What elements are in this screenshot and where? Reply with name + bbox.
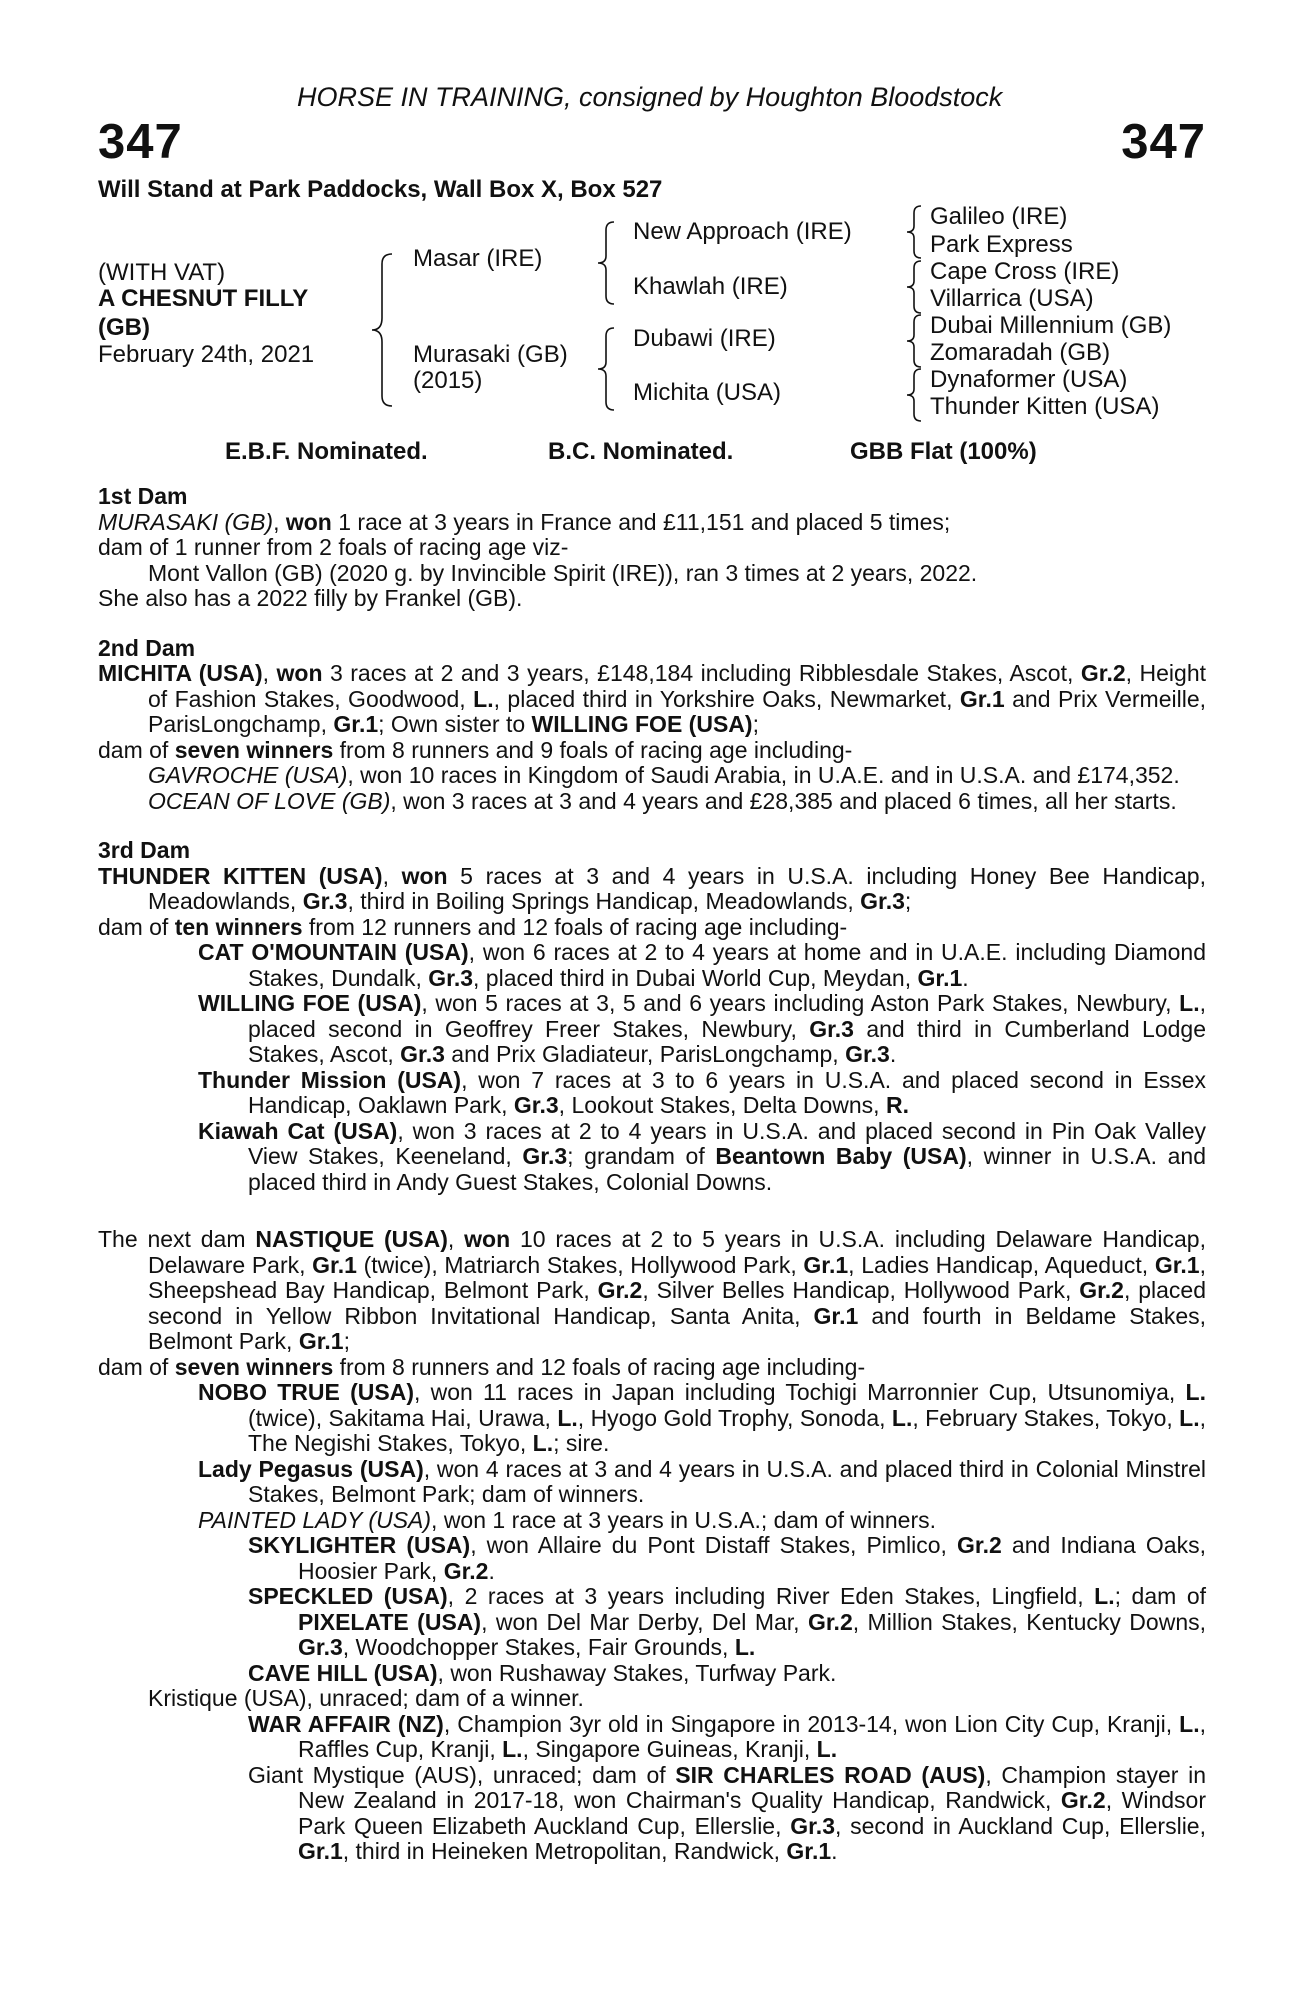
next-dam-foal-painted-lady: PAINTED LADY (USA), won 1 race at 3 years in U.S.A.; dam of winners. xyxy=(198,1506,936,1533)
brace-sire-dam xyxy=(370,250,400,410)
grandfoal-speckled: SPECKLED (USA), 2 races at 3 years including River Eden Stakes, Lingfield, L.; dam of PIXELATE (USA), won Del Mar Derby, Del Mar, Gr.2, Million Stakes, Kentucky Downs, Gr.3, Woodchopper Stakes, Fair Grounds, L. xyxy=(248,1583,1206,1660)
second-dam-foal-ocean-of-love: OCEAN OF LOVE (GB), won 3 races at 3 and 4 years and £28,385 and placed 6 times, all her starts. xyxy=(148,787,1177,814)
sire-dam-dam: Villarrica (USA) xyxy=(930,285,1094,312)
next-dam-record: The next dam NASTIQUE (USA), won 10 races at 2 to 5 years in U.S.A. including Delaware Handicap, Delaware Park, Gr.1 (twice), Matriarch Stakes, Hollywood Park, Gr.1, Ladies Handicap, Aqueduct, Gr.1, Sheepshead Bay Handicap, Belmont Park, Gr.2, Silver Belles Handicap, Hollywood Park, Gr.2, placed second in Yellow Ribbon Invitational Handicap, Santa Anita, Gr.1 and fourth in Beldame Stakes, Belmont Park, Gr.1; xyxy=(98,1226,1206,1354)
next-dam-name: NASTIQUE (USA) xyxy=(255,1226,448,1252)
third-dam-heading: 3rd Dam xyxy=(98,837,191,863)
first-dam-foal: Mont Vallon (GB) (2020 g. by Invincible Spirit (IRE)), ran 3 times at 2 years, 2022. xyxy=(148,559,978,586)
grandfoal-cave-hill: CAVE HILL (USA), won Rushaway Stakes, Turfway Park. xyxy=(248,1659,837,1686)
dam-dam-dam: Thunder Kitten (USA) xyxy=(930,393,1160,420)
next-dam-foal-lady-pegasus: Lady Pegasus (USA), won 4 races at 3 and 4 years in U.S.A. and placed third in Colonial Minstrel Stakes, Belmont Park; dam of winners. xyxy=(198,1455,1206,1507)
sire-dam: Khawlah (IRE) xyxy=(633,273,788,300)
third-dam-foal-thunder-mission: Thunder Mission (USA), won 7 races at 3 to 6 years in U.S.A. and placed second in Essex Handicap, Oaklawn Park, Gr.3, Lookout Stakes, Delta Downs, R. xyxy=(198,1066,1206,1118)
brace-sire-parents xyxy=(596,218,620,308)
next-dam-produce-summary: dam of seven winners from 8 runners and 12 foals of racing age including- xyxy=(98,1353,866,1380)
gbb-flat: GBB Flat (100%) xyxy=(850,438,1037,465)
stand-location: Will Stand at Park Paddocks, Wall Box X, Box 527 xyxy=(98,176,663,203)
lot-name-line2: (GB) xyxy=(98,314,150,341)
second-dam-produce-summary: dam of seven winners from 8 runners and 9 foals of racing age including- xyxy=(98,736,853,763)
first-dam-heading: 1st Dam xyxy=(98,483,188,509)
dam-sire-sire: Dubai Millennium (GB) xyxy=(930,312,1172,339)
ebf-nomination: E.B.F. Nominated. xyxy=(225,438,428,465)
foaling-date: February 24th, 2021 xyxy=(98,341,315,368)
brace-gen3-1 xyxy=(905,203,925,261)
brace-gen3-2 xyxy=(905,258,925,316)
dam-dam-sire: Dynaformer (USA) xyxy=(930,366,1128,393)
dam-dam: Michita (USA) xyxy=(633,379,782,406)
lot-name-line1: A CHESNUT FILLY xyxy=(98,285,309,312)
produce-record xyxy=(98,484,1206,1865)
third-dam-produce-summary: dam of ten winners from 12 runners and 12 foals of racing age including- xyxy=(98,913,848,940)
third-dam-name: THUNDER KITTEN (USA) xyxy=(98,862,383,889)
first-dam-name: MURASAKI (GB) xyxy=(98,508,274,535)
second-dam-record: MICHITA (USA), won 3 races at 2 and 3 years, £148,184 including Ribblesdale Stakes, Ascot, Gr.2, Height of Fashion Stakes, Goodwood, L., placed third in Yorkshire Oaks, Newmarket, Gr.1 and Prix Vermeille, ParisLongchamp, Gr.1; Own sister to WILLING FOE (USA); xyxy=(98,660,1206,737)
dam-year: (2015) xyxy=(413,367,483,394)
next-dam-foal-nobo-true: NOBO TRUE (USA), won 11 races in Japan including Tochigi Marronnier Cup, Utsunomiya, L. (twice), Sakitama Hai, Urawa, L., Hyogo Gold Trophy, Sonoda, L., February Stakes, Tokyo, L., The Negishi Stakes, Tokyo, L.; sire. xyxy=(198,1379,1206,1456)
dam-sire-dam: Zomaradah (GB) xyxy=(930,339,1111,366)
first-dam-produce-summary: dam of 1 runner from 2 foals of racing age viz- xyxy=(98,534,569,560)
third-dam-foal-cat-omountain: CAT O'MOUNTAIN (USA), won 6 races at 2 to 4 years at home and in U.A.E. including Diamond Stakes, Dundalk, Gr.3, placed third in Dubai World Cup, Meydan, Gr.1. xyxy=(198,939,1206,991)
second-dam-heading: 2nd Dam xyxy=(98,634,196,661)
lot-number-right: 347 xyxy=(1121,115,1206,169)
sire-sire-dam: Park Express xyxy=(930,231,1073,258)
grandfoal-skylighter: SKYLIGHTER (USA), won Allaire du Pont Distaff Stakes, Pimlico, Gr.2 and Indiana Oaks, Hoosier Park, Gr.2. xyxy=(248,1532,1206,1584)
lot-number-left: 347 xyxy=(98,115,183,169)
vat-note: (WITH VAT) xyxy=(98,259,226,286)
dam-sire: Dubawi (IRE) xyxy=(633,325,776,352)
bc-nomination: B.C. Nominated. xyxy=(548,438,734,465)
third-dam-foal-kiawah-cat: Kiawah Cat (USA), won 3 races at 2 to 4 years in U.S.A. and placed second in Pin Oak Valley View Stakes, Keeneland, Gr.3; grandam of Beantown Baby (USA), winner in U.S.A. and placed third in Andy Guest Stakes, Colonial Downs. xyxy=(198,1117,1206,1195)
brace-gen3-3 xyxy=(905,312,925,370)
catalogue-header: HORSE IN TRAINING, consigned by Houghton Bloodstock xyxy=(297,82,1003,112)
brace-gen3-4 xyxy=(905,366,925,424)
dam: Murasaki (GB) xyxy=(413,341,568,368)
grandfoal-war-affair: WAR AFFAIR (NZ), Champion 3yr old in Singapore in 2013-14, won Lion City Cup, Kranji, L., Raffles Cup, Kranji, L., Singapore Guineas, Kranji, L. xyxy=(248,1710,1206,1762)
first-dam-record: MURASAKI (GB), won 1 race at 3 years in France and £11,151 and placed 5 times; xyxy=(98,508,951,535)
sire: Masar (IRE) xyxy=(413,245,543,272)
third-dam-foal-willing-foe: WILLING FOE (USA), won 5 races at 3, 5 and 6 years including Aston Park Stakes, Newbury, L., placed second in Geoffrey Freer Stakes, Newbury, Gr.3 and third in Cumberland Lodge Stakes, Ascot, Gr.3 and Prix Gladiateur, ParisLongchamp, Gr.3. xyxy=(198,990,1206,1067)
second-dam-foal-gavroche: GAVROCHE (USA), won 10 races in Kingdom of Saudi Arabia, in U.A.E. and in U.S.A. and £174,352. xyxy=(148,762,1180,788)
brace-dam-parents xyxy=(596,324,620,414)
grandfoal-giant-mystique: Giant Mystique (AUS), unraced; dam of SIR CHARLES ROAD (AUS), Champion stayer in New Zealand in 2017-18, won Chairman's Quality Handicap, Randwick, Gr.2, Windsor Park Queen Elizabeth Auckland Cup, Ellerslie, Gr.3, second in Auckland Cup, Ellerslie, Gr.1, third in Heineken Metropolitan, Randwick, Gr.1. xyxy=(248,1761,1206,1864)
next-dam-foal-kristique: Kristique (USA), unraced; dam of a winner. xyxy=(148,1685,584,1711)
sire-dam-sire: Cape Cross (IRE) xyxy=(930,258,1120,285)
sire-sire: New Approach (IRE) xyxy=(633,218,852,245)
first-dam-note: She also has a 2022 filly by Frankel (GB). xyxy=(98,585,523,611)
sire-sire-sire: Galileo (IRE) xyxy=(930,203,1068,230)
second-dam-name: MICHITA (USA) xyxy=(98,660,263,686)
third-dam-record: THUNDER KITTEN (USA), won 5 races at 3 and 4 years in U.S.A. including Honey Bee Handicap, Meadowlands, Gr.3, third in Boiling Springs Handicap, Meadowlands, Gr.3; xyxy=(98,862,1206,914)
